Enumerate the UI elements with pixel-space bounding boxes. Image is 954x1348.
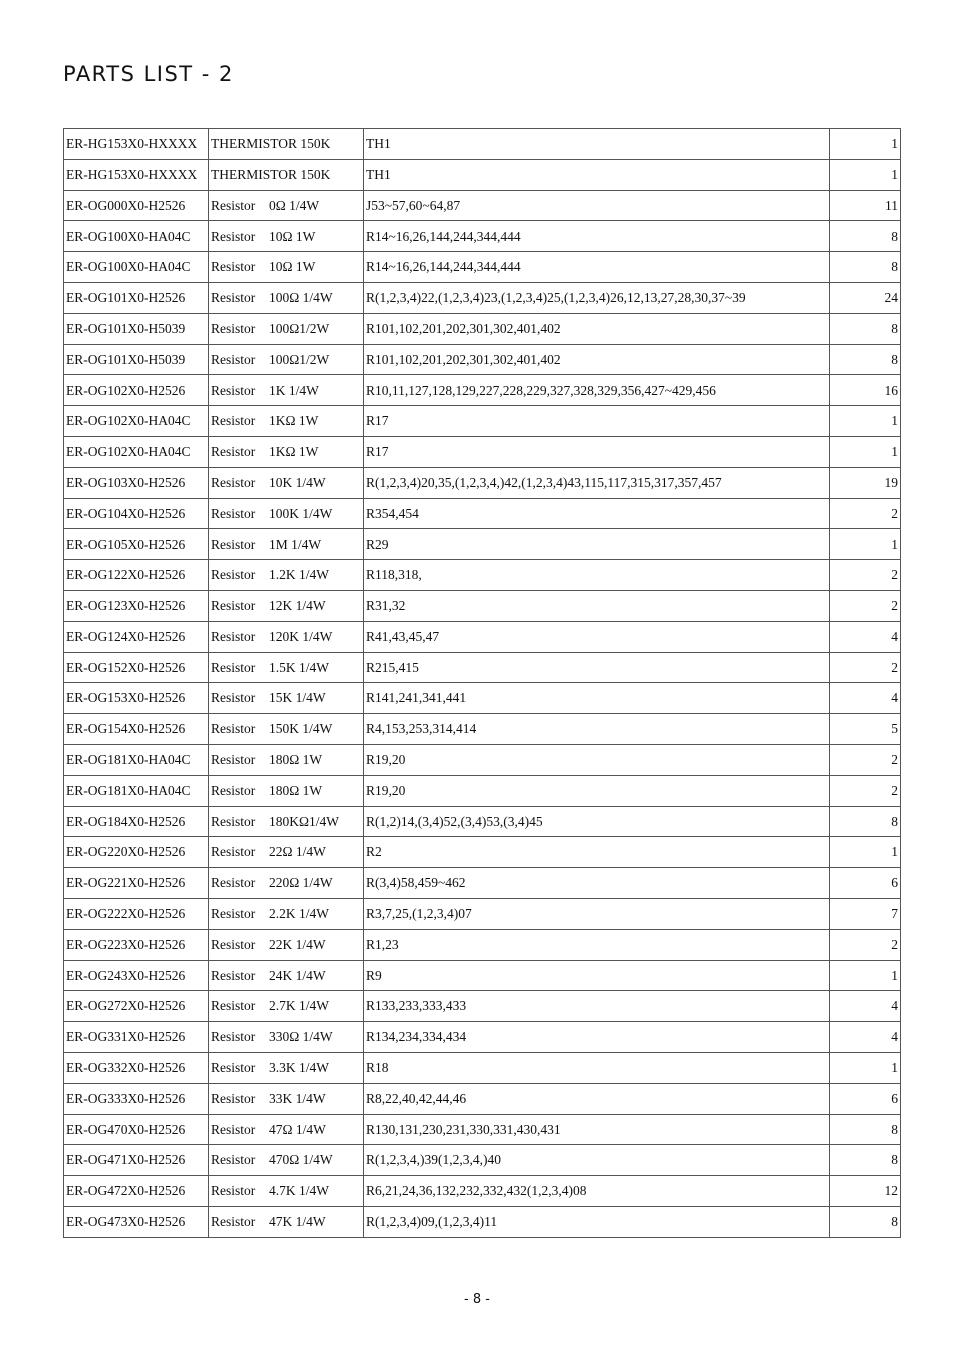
location-cell: R18 (364, 1052, 830, 1083)
parts-table (63, 128, 901, 1238)
quantity-cell: 2 (830, 929, 901, 960)
table-row (64, 683, 901, 714)
component-type: Resistor (211, 1090, 256, 1106)
part-number-cell: ER-OG333X0-H2526 (64, 1083, 209, 1114)
quantity-cell: 8 (830, 806, 901, 837)
table-row (64, 406, 901, 437)
part-number-cell: ER-HG153X0-HXXXX (64, 159, 209, 190)
location-cell: R17 (364, 406, 830, 437)
location-cell: R6,21,24,36,132,232,332,432(1,2,3,4)08 (364, 1176, 830, 1207)
component-value: 330Ω 1/4W (269, 1029, 333, 1045)
quantity-cell: 4 (830, 1022, 901, 1053)
component-value: 24K 1/4W (269, 967, 326, 983)
description-cell (209, 1145, 364, 1176)
description-cell (209, 714, 364, 745)
table-row (64, 744, 901, 775)
location-cell: R41,43,45,47 (364, 621, 830, 652)
component-value: 1K 1/4W (269, 382, 319, 398)
component-type: Resistor (211, 474, 256, 490)
part-number-cell: ER-OG471X0-H2526 (64, 1145, 209, 1176)
table-row (64, 837, 901, 868)
part-number-cell: ER-OG100X0-HA04C (64, 252, 209, 283)
quantity-cell: 1 (830, 837, 901, 868)
component-type: Resistor (211, 351, 256, 367)
part-number-cell: ER-OG221X0-H2526 (64, 868, 209, 899)
quantity-cell: 2 (830, 498, 901, 529)
location-cell: R10,11,127,128,129,227,228,229,327,328,329,356,427~429,456 (364, 375, 830, 406)
table-row (64, 467, 901, 498)
component-value: 180KΩ1/4W (269, 813, 340, 829)
location-cell: R14~16,26,144,244,344,444 (364, 252, 830, 283)
table-row (64, 498, 901, 529)
table-row (64, 129, 901, 160)
component-type: Resistor (211, 690, 256, 706)
part-number-cell: ER-OG243X0-H2526 (64, 960, 209, 991)
description-cell (209, 282, 364, 313)
component-value: 12K 1/4W (269, 598, 326, 614)
part-number-cell: ER-OG222X0-H2526 (64, 898, 209, 929)
part-number-cell: ER-OG102X0-H2526 (64, 375, 209, 406)
location-cell: R215,415 (364, 652, 830, 683)
component-type: Resistor (211, 998, 256, 1014)
component-value: 10Ω 1W (269, 259, 316, 275)
quantity-cell: 2 (830, 775, 901, 806)
component-type: Resistor (211, 659, 256, 675)
description-cell (209, 1083, 364, 1114)
table-row (64, 806, 901, 837)
parts-table-body (64, 129, 901, 1238)
component-value: 47K 1/4W (269, 1214, 326, 1230)
description-cell (209, 960, 364, 991)
component-type: Resistor (211, 290, 256, 306)
location-cell: R8,22,40,42,44,46 (364, 1083, 830, 1114)
location-cell: R101,102,201,202,301,302,401,402 (364, 313, 830, 344)
location-cell: R(1,2,3,4,)39(1,2,3,4,)40 (364, 1145, 830, 1176)
component-value: 100Ω1/2W (269, 351, 330, 367)
table-row (64, 560, 901, 591)
quantity-cell: 19 (830, 467, 901, 498)
part-number-cell: ER-OG223X0-H2526 (64, 929, 209, 960)
component-type: Resistor (211, 567, 256, 583)
table-row (64, 590, 901, 621)
table-row (64, 775, 901, 806)
component-value: 180Ω 1W (269, 782, 323, 798)
quantity-cell: 6 (830, 868, 901, 899)
description-cell (209, 313, 364, 344)
description-cell (209, 898, 364, 929)
part-number-cell: ER-OG153X0-H2526 (64, 683, 209, 714)
component-type: Resistor (211, 875, 256, 891)
location-cell: R134,234,334,434 (364, 1022, 830, 1053)
part-number-cell: ER-HG153X0-HXXXX (64, 129, 209, 160)
table-row (64, 344, 901, 375)
component-type: Resistor (211, 936, 256, 952)
part-number-cell: ER-OG332X0-H2526 (64, 1052, 209, 1083)
component-value: 33K 1/4W (269, 1090, 326, 1106)
quantity-cell: 8 (830, 344, 901, 375)
quantity-cell: 1 (830, 960, 901, 991)
table-row (64, 252, 901, 283)
component-type: Resistor (211, 1183, 256, 1199)
table-row (64, 159, 901, 190)
location-cell: R(1,2,3,4)09,(1,2,3,4)11 (364, 1206, 830, 1237)
location-cell: R141,241,341,441 (364, 683, 830, 714)
description-cell (209, 590, 364, 621)
part-number-cell: ER-OG124X0-H2526 (64, 621, 209, 652)
part-number-cell: ER-OG331X0-H2526 (64, 1022, 209, 1053)
quantity-cell: 24 (830, 282, 901, 313)
component-value: 470Ω 1/4W (269, 1152, 333, 1168)
part-number-cell: ER-OG101X0-H2526 (64, 282, 209, 313)
table-row (64, 929, 901, 960)
component-type: Resistor (211, 320, 256, 336)
location-cell: R354,454 (364, 498, 830, 529)
part-number-cell: ER-OG470X0-H2526 (64, 1114, 209, 1145)
component-value: 150K (300, 166, 331, 182)
part-number-cell: ER-OG220X0-H2526 (64, 837, 209, 868)
quantity-cell: 2 (830, 744, 901, 775)
location-cell: R130,131,230,231,330,331,430,431 (364, 1114, 830, 1145)
component-type: Resistor (211, 444, 256, 460)
description-cell (209, 621, 364, 652)
component-value: 22K 1/4W (269, 936, 326, 952)
location-cell: J53~57,60~64,87 (364, 190, 830, 221)
component-type: Resistor (211, 598, 256, 614)
table-row (64, 714, 901, 745)
table-row (64, 529, 901, 560)
component-type: Resistor (211, 536, 256, 552)
component-value: 47Ω 1/4W (269, 1121, 326, 1137)
location-cell: R14~16,26,144,244,344,444 (364, 221, 830, 252)
part-number-cell: ER-OG154X0-H2526 (64, 714, 209, 745)
quantity-cell: 5 (830, 714, 901, 745)
location-cell: R3,7,25,(1,2,3,4)07 (364, 898, 830, 929)
table-row (64, 1114, 901, 1145)
table-row (64, 221, 901, 252)
component-value: 10Ω 1W (269, 228, 316, 244)
quantity-cell: 8 (830, 252, 901, 283)
component-type: Resistor (211, 1029, 256, 1045)
component-value: 15K 1/4W (269, 690, 326, 706)
component-value: 100K 1/4W (269, 505, 333, 521)
description-cell (209, 344, 364, 375)
part-number-cell: ER-OG104X0-H2526 (64, 498, 209, 529)
description-cell (209, 436, 364, 467)
description-cell (209, 1022, 364, 1053)
description-cell (209, 560, 364, 591)
location-cell: R9 (364, 960, 830, 991)
component-type: Resistor (211, 1060, 256, 1076)
description-cell (209, 529, 364, 560)
component-value: 180Ω 1W (269, 752, 323, 768)
part-number-cell: ER-OG181X0-HA04C (64, 775, 209, 806)
table-row (64, 1176, 901, 1207)
part-number-cell: ER-OG000X0-H2526 (64, 190, 209, 221)
component-type: Resistor (211, 1152, 256, 1168)
component-type: Resistor (211, 228, 256, 244)
description-cell (209, 1206, 364, 1237)
component-value: 1.5K 1/4W (269, 659, 329, 675)
component-type: Resistor (211, 721, 256, 737)
description-cell (209, 775, 364, 806)
quantity-cell: 6 (830, 1083, 901, 1114)
location-cell: R(1,2,3,4)20,35,(1,2,3,4,)42,(1,2,3,4)43,115,117,315,317,357,457 (364, 467, 830, 498)
part-number-cell: ER-OG472X0-H2526 (64, 1176, 209, 1207)
part-number-cell: ER-OG152X0-H2526 (64, 652, 209, 683)
component-value: 100Ω 1/4W (269, 290, 333, 306)
location-cell: R19,20 (364, 744, 830, 775)
location-cell: TH1 (364, 129, 830, 160)
location-cell: R4,153,253,314,414 (364, 714, 830, 745)
location-cell: TH1 (364, 159, 830, 190)
table-row (64, 621, 901, 652)
location-cell: R(1,2,3,4)22,(1,2,3,4)23,(1,2,3,4)25,(1,2,3,4)26,12,13,27,28,30,37~39 (364, 282, 830, 313)
component-value: 220Ω 1/4W (269, 875, 333, 891)
component-value: 1M 1/4W (269, 536, 322, 552)
location-cell: R2 (364, 837, 830, 868)
description-cell (209, 375, 364, 406)
component-value: 2.7K 1/4W (269, 998, 329, 1014)
location-cell: R17 (364, 436, 830, 467)
component-type: Resistor (211, 1121, 256, 1137)
component-type: Resistor (211, 967, 256, 983)
description-cell (209, 406, 364, 437)
description-cell (209, 683, 364, 714)
location-cell: R(1,2)14,(3,4)52,(3,4)53,(3,4)45 (364, 806, 830, 837)
quantity-cell: 4 (830, 621, 901, 652)
quantity-cell: 4 (830, 991, 901, 1022)
page-title: PARTS LIST - 2 (63, 62, 234, 86)
component-type: THERMISTOR (211, 166, 298, 182)
description-cell (209, 744, 364, 775)
description-cell (209, 252, 364, 283)
table-row (64, 313, 901, 344)
component-type: Resistor (211, 782, 256, 798)
description-cell (209, 806, 364, 837)
part-number-cell: ER-OG101X0-H5039 (64, 344, 209, 375)
component-value: 150K 1/4W (269, 721, 333, 737)
component-value: 10K 1/4W (269, 474, 326, 490)
quantity-cell: 8 (830, 313, 901, 344)
table-row (64, 868, 901, 899)
table-row (64, 1083, 901, 1114)
table-row (64, 282, 901, 313)
component-value: 3.3K 1/4W (269, 1060, 329, 1076)
part-number-cell: ER-OG105X0-H2526 (64, 529, 209, 560)
description-cell (209, 498, 364, 529)
part-number-cell: ER-OG100X0-HA04C (64, 221, 209, 252)
part-number-cell: ER-OG101X0-H5039 (64, 313, 209, 344)
quantity-cell: 1 (830, 406, 901, 437)
quantity-cell: 2 (830, 560, 901, 591)
quantity-cell: 12 (830, 1176, 901, 1207)
component-value: 2.2K 1/4W (269, 906, 329, 922)
description-cell (209, 652, 364, 683)
description-cell (209, 1176, 364, 1207)
location-cell: R118,318, (364, 560, 830, 591)
location-cell: R(3,4)58,459~462 (364, 868, 830, 899)
quantity-cell: 8 (830, 1145, 901, 1176)
component-type: THERMISTOR (211, 136, 298, 152)
table-row (64, 375, 901, 406)
component-value: 1KΩ 1W (269, 444, 319, 460)
location-cell: R101,102,201,202,301,302,401,402 (364, 344, 830, 375)
table-row (64, 1052, 901, 1083)
component-value: 1.2K 1/4W (269, 567, 329, 583)
location-cell: R133,233,333,433 (364, 991, 830, 1022)
quantity-cell: 1 (830, 129, 901, 160)
description-cell (209, 929, 364, 960)
quantity-cell: 2 (830, 590, 901, 621)
component-value: 0Ω 1/4W (269, 197, 320, 213)
component-type: Resistor (211, 752, 256, 768)
quantity-cell: 2 (830, 652, 901, 683)
quantity-cell: 11 (830, 190, 901, 221)
description-cell (209, 190, 364, 221)
table-row (64, 436, 901, 467)
quantity-cell: 16 (830, 375, 901, 406)
component-type: Resistor (211, 197, 256, 213)
description-cell (209, 868, 364, 899)
description-cell (209, 129, 364, 160)
description-cell (209, 467, 364, 498)
component-type: Resistor (211, 813, 256, 829)
part-number-cell: ER-OG473X0-H2526 (64, 1206, 209, 1237)
description-cell (209, 221, 364, 252)
table-row (64, 898, 901, 929)
component-type: Resistor (211, 505, 256, 521)
table-row (64, 1145, 901, 1176)
component-type: Resistor (211, 1214, 256, 1230)
component-type: Resistor (211, 628, 256, 644)
component-value: 120K 1/4W (269, 628, 333, 644)
part-number-cell: ER-OG272X0-H2526 (64, 991, 209, 1022)
component-type: Resistor (211, 413, 256, 429)
quantity-cell: 1 (830, 1052, 901, 1083)
part-number-cell: ER-OG102X0-HA04C (64, 436, 209, 467)
part-number-cell: ER-OG103X0-H2526 (64, 467, 209, 498)
location-cell: R1,23 (364, 929, 830, 960)
part-number-cell: ER-OG181X0-HA04C (64, 744, 209, 775)
quantity-cell: 7 (830, 898, 901, 929)
quantity-cell: 1 (830, 436, 901, 467)
table-row (64, 1022, 901, 1053)
component-type: Resistor (211, 906, 256, 922)
part-number-cell: ER-OG184X0-H2526 (64, 806, 209, 837)
table-row (64, 190, 901, 221)
part-number-cell: ER-OG123X0-H2526 (64, 590, 209, 621)
component-value: 150K (300, 136, 331, 152)
description-cell (209, 837, 364, 868)
table-row (64, 960, 901, 991)
description-cell (209, 159, 364, 190)
part-number-cell: ER-OG122X0-H2526 (64, 560, 209, 591)
component-value: 22Ω 1/4W (269, 844, 326, 860)
component-type: Resistor (211, 382, 256, 398)
component-value: 1KΩ 1W (269, 413, 319, 429)
description-cell (209, 991, 364, 1022)
component-value: 4.7K 1/4W (269, 1183, 329, 1199)
description-cell (209, 1052, 364, 1083)
table-row (64, 991, 901, 1022)
quantity-cell: 8 (830, 1206, 901, 1237)
description-cell (209, 1114, 364, 1145)
location-cell: R29 (364, 529, 830, 560)
location-cell: R19,20 (364, 775, 830, 806)
quantity-cell: 1 (830, 529, 901, 560)
quantity-cell: 4 (830, 683, 901, 714)
table-row (64, 1206, 901, 1237)
component-type: Resistor (211, 844, 256, 860)
page-number: - 8 - (464, 1292, 490, 1307)
component-value: 100Ω1/2W (269, 320, 330, 336)
quantity-cell: 8 (830, 1114, 901, 1145)
table-row (64, 652, 901, 683)
quantity-cell: 8 (830, 221, 901, 252)
quantity-cell: 1 (830, 159, 901, 190)
component-type: Resistor (211, 259, 256, 275)
location-cell: R31,32 (364, 590, 830, 621)
part-number-cell: ER-OG102X0-HA04C (64, 406, 209, 437)
